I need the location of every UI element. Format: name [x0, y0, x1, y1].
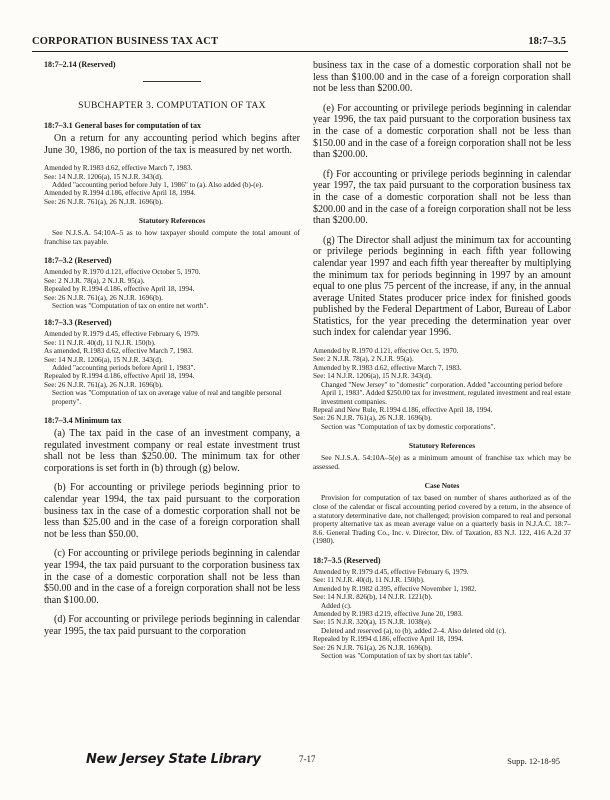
section-3-4-para-f: (f) For accounting or privilege periods beginning in calendar year 1997, the tax paid pursuant to the corporation business tax in the case of a domestic corporation shall not be less than $200.00 and in the case of a foreign corporation shall not be less than $200.00. [313, 168, 571, 227]
history-line: Repealed by R.1994 d.186, effective April 18, 1994. [44, 285, 195, 294]
section-title-3-5: 18:7–3.5 (Reserved) [313, 555, 381, 565]
section-3-3-history [44, 330, 300, 406]
history-line: Added (c). [321, 601, 352, 610]
history-line: Changed "New Jersey" to "domestic" corporation. Added "accounting period before April 1, 1983". Added $250.00 tax for investment, regulated investment and real estate investment companies. [321, 380, 571, 406]
history-line: Amended by R.1970 d.121, effective Oct. 5, 1970. [313, 347, 459, 356]
history-line: Amended by R.1983 d.62, effective March 7, 1983. [313, 363, 462, 372]
section-3-4-para-a: (a) The tax paid in the case of an investment company, a regulated investment company or real estate investment trust shall not be less than $250.00. The minimum tax for other corporations is set forth in (b) through (g) below. [44, 428, 300, 474]
statutory-references-body: See N.J.S.A. 54:10A–5(e) as a minimum amount of franchise tax which may be assessed. [313, 453, 571, 471]
history-line: Amended by R.1979 d.45, effective February 6, 1979. [313, 567, 469, 576]
history-line: Amended by R.1983 d.62, effective March 7, 1983. [44, 164, 193, 173]
header-rule [32, 51, 568, 52]
left-column [44, 60, 300, 646]
history-line: Repealed by R.1994 d.186, effective April 18, 1994. [313, 635, 464, 644]
subchapter-heading: SUBCHAPTER 3. COMPUTATION OF TAX [78, 100, 266, 111]
history-line: See: 11 N.J.R. 40(d), 11 N.J.R. 150(b). [313, 576, 425, 585]
history-line: Section was "Computation of tax on average value of real and tangible personal property". [52, 389, 282, 406]
page-number: 7-17 [299, 754, 316, 764]
section-title-3-3: 18:7–3.3 (Reserved) [44, 318, 112, 328]
history-line: Added "accounting period before July 1, 1986" to (a). Also added (b)-(e). [52, 181, 264, 189]
section-3-4-para-e: (e) For accounting or privilege periods beginning in calendar year 1996, the tax paid pursuant to the corporation business tax in the case of a domestic corporation shall not be less than $150.00 and in the case of a foreign corporation shall not be less than $200.00. [313, 102, 571, 161]
divider [143, 81, 201, 82]
supplement-date: Supp. 12-18-95 [507, 756, 560, 766]
history-line: See: 14 N.J.R. 826(b), 14 N.J.R. 1221(b). [313, 593, 433, 602]
history-line: See: 11 N.J.R. 40(d), 11 N.J.R. 150(b). [44, 338, 156, 347]
history-line: Amended by R.1982 d.395, effective November 1, 1982. [313, 584, 477, 593]
statutory-references-heading: Statutory References [138, 216, 206, 226]
running-header-title: CORPORATION BUSINESS TAX ACT [32, 36, 219, 47]
history-line: See: 26 N.J.R. 761(a), 26 N.J.R. 1696(b). [44, 380, 163, 389]
history-line: Added "accounting periods before April 1, 1983". [52, 364, 196, 373]
section-3-4-para-c: (c) For accounting or privilege periods beginning in calendar year 1994, the tax paid pursuant to the corporation business tax in the case of a domestic corporation shall not be less than $50.00 and in the case of a foreign corporation shall not be less than $100.00. [44, 548, 300, 606]
section-title-2-14: 18:7–2.14 (Reserved) [44, 60, 116, 69]
history-line: See: 26 N.J.R. 761(a), 26 N.J.R. 1696(b). [44, 293, 163, 302]
right-column [313, 60, 571, 660]
section-3-4-history [313, 347, 571, 431]
history-line: See: 14 N.J.R. 1206(a), 15 N.J.R. 343(d). [44, 355, 163, 364]
section-3-1-history [44, 164, 300, 206]
section-3-1-body: On a return for any accounting period which begins after June 30, 1986, no portion of the tax is measured by net worth. [44, 133, 300, 156]
section-title-3-1: 18:7–3.1 General bases for computation of tax [44, 121, 201, 130]
history-line: See: 2 N.J.R. 78(a), 2 N.J.R. 95(a). [313, 355, 414, 364]
history-line: Amended by R.1970 d.121, effective October 5, 1970. [44, 268, 201, 277]
section-3-4-para-d: (d) For accounting or privilege periods beginning in calendar year 1995, the tax paid pursuant to the corporation [44, 614, 300, 637]
history-line: See: 14 N.J.R. 1206(a), 15 N.J.R. 343(d). [313, 372, 432, 381]
section-3-4-para-d-cont: business tax in the case of a domestic corporation shall not be less than $100.00 and in the case of a foreign corporation shall not be less than $200.00. [313, 60, 571, 95]
statutory-references-heading: Statutory References [408, 441, 476, 451]
history-line: Section was "Computation of tax on entire net worth". [52, 302, 209, 311]
section-3-4-para-g: (g) The Director shall adjust the minimum tax for accounting or privilege periods beginning in each fifth year following calendar year 1997 and each fifth year thereafter by multiplying the minimum tax for periods beginning in 1997 by an amount equal to one plus 75 percent of the increase, if any, in the annual average United States producer price index for finished goods published by the Federal Department of Labor, Bureau of Labor Statistics, for the year preceding the determination year over such index for calendar year 1996. [313, 234, 571, 339]
history-line: See: 2 N.J.R. 78(a), 2 N.J.R. 95(a). [44, 276, 145, 285]
history-line: Amended by R.1979 d.45, effective February 6, 1979. [44, 330, 200, 339]
history-line: Repeal and New Rule, R.1994 d.186, effective April 18, 1994. [313, 405, 493, 414]
section-3-2-history [44, 268, 300, 310]
history-line: See: 14 N.J.R. 1206(a), 15 N.J.R. 343(d). [44, 172, 163, 181]
history-line: Section was "Computation of tax by short tax table". [321, 651, 473, 660]
history-line: Section was "Computation of tax by domestic corporations". [321, 422, 496, 431]
history-line: Repealed by R.1994 d.186, effective April 18, 1994. [44, 372, 195, 381]
running-header-section: 18:7–3.5 [528, 36, 566, 47]
section-title-3-4: 18:7–3.4 Minimum tax [44, 416, 122, 426]
library-stamp: New Jersey State Library [86, 752, 261, 767]
history-line: See: 26 N.J.R. 761(a), 26 N.J.R. 1696(b). [313, 414, 432, 423]
section-3-5-history [313, 568, 571, 660]
history-line: See: 26 N.J.R. 761(a), 26 N.J.R. 1696(b). [313, 643, 432, 652]
case-notes-body: Provision for computation of tax based on number of shares authorized as of the close of the calendar or fiscal accounting period covered by a return, in the absence of a statutory determinative date, not challenged; provision compared to real and personal property alternative tax as mean average value on a quarterly basis in N.J.A.C. 18:7–8.6. General Trading Co., Inc. v. Director, Div. of Taxation, 83 N.J. 122, 416 A.2d 37 (1980). [313, 493, 571, 546]
section-title-3-2: 18:7–3.2 (Reserved) [44, 256, 112, 266]
history-line: As amended, R.1983 d.62, effective March 7, 1983. [44, 347, 193, 356]
history-line: Amended by R.1983 d.219, effective June 20, 1983. [313, 609, 463, 618]
statutory-references-body: See N.J.S.A. 54:10A–5 as to how taxpayer should compute the total amount of franchise tax payable. [44, 228, 300, 246]
history-line: Deleted and reserved (a), to (b), added 2–4. Also deleted old (c). [321, 626, 507, 635]
section-3-4-para-b: (b) For accounting or privilege periods beginning prior to calendar year 1994, the tax paid pursuant to the corporation business tax in the case of a domestic corporation shall not be less than $25.00 and in the case of a foreign corporation shall not be less than $50.00. [44, 482, 300, 540]
history-line: See: 15 N.J.R. 320(a), 15 N.J.R. 1038(e). [313, 618, 432, 627]
history-line: See: 26 N.J.R. 761(a), 26 N.J.R. 1696(b). [44, 197, 163, 206]
case-notes-heading: Case Notes [424, 481, 460, 491]
history-line: Amended by R.1994 d.186, effective April 18, 1994. [44, 189, 196, 198]
